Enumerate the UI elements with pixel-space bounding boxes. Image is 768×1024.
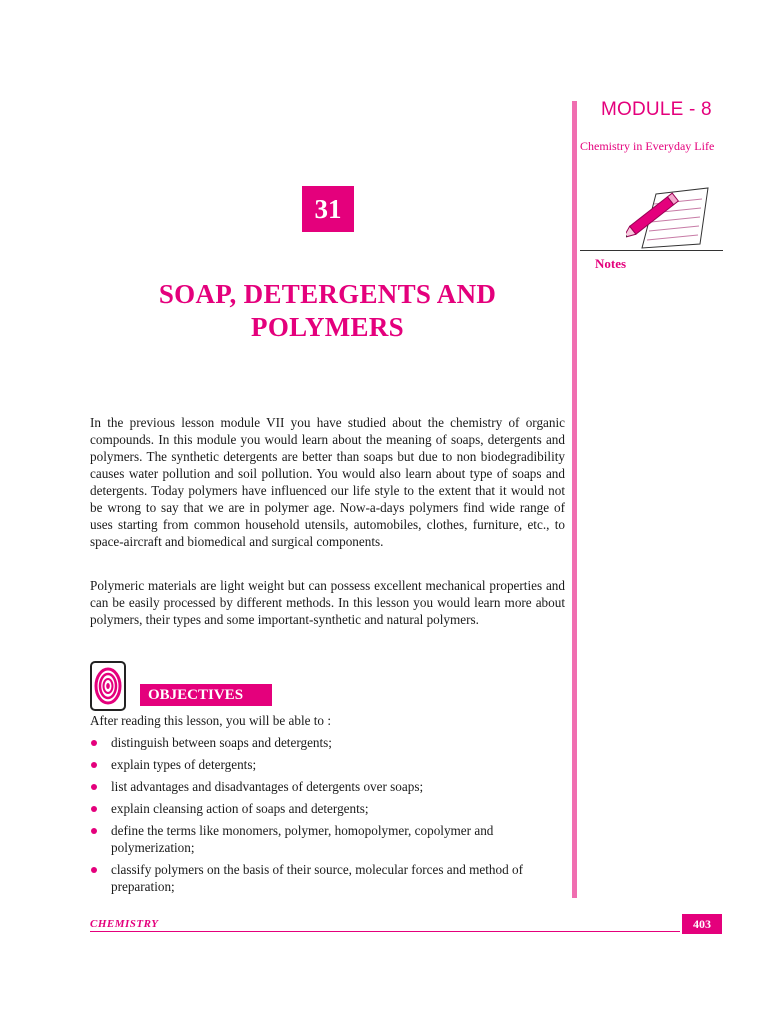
objectives-list	[90, 734, 565, 900]
notes-label: Notes	[595, 256, 627, 271]
notes-divider	[580, 250, 723, 251]
bullet-icon	[91, 806, 97, 812]
objectives-intro: After reading this lesson, you will be able to :	[90, 713, 331, 728]
bullet-icon	[91, 740, 97, 746]
bullet-icon	[91, 828, 97, 834]
list-item-text: distinguish between soaps and detergents;	[111, 735, 332, 750]
chapter-title-line-2: POLYMERS	[251, 312, 404, 342]
list-item	[90, 800, 565, 817]
list-item-text: explain types of detergents;	[111, 757, 257, 772]
chapter-number-badge: 31	[302, 186, 354, 232]
list-item-text: classify polymers on the basis of their source, molecular forces and method of preparation;	[111, 862, 523, 894]
list-item-text: define the terms like monomers, polymer, homopolymer, copolymer and polymerization;	[111, 823, 494, 855]
chapter-title	[90, 278, 565, 344]
module-label: MODULE - 8	[601, 99, 712, 120]
target-icon	[90, 661, 126, 711]
objectives-heading: OBJECTIVES	[140, 684, 272, 706]
list-item	[90, 861, 565, 895]
footer-subject: CHEMISTRY	[90, 918, 159, 930]
polymers-paragraph: Polymeric materials are light weight but can possess excellent mechanical properties and can be easily processed by different methods. In this lesson you would learn more about polymers, their types and some important-synthetic and natural polymers.	[90, 578, 565, 627]
bullet-icon	[91, 762, 97, 768]
bullet-icon	[91, 784, 97, 790]
pencil-notepad-icon	[626, 186, 712, 256]
module-subtitle: Chemistry in Everyday Life	[580, 139, 715, 153]
intro-paragraph: In the previous lesson module VII you have studied about the chemistry of organic compounds. In this module you would learn about the meaning of soaps, detergents and polymers. The synthetic detergents are better than soaps but due to non biodegradibility causes water pollution and soil pollution. You would also learn about type of soaps and detergents. Today polymers have influenced our life style to the extent that it would not be wrong to say that we are in polymer age. Now-a-days polymers find wide range of uses starting from common household utensils, automobiles, clothes, furniture, etc., to space-aircraft and biomedical and surgical components.	[90, 415, 565, 549]
margin-divider-bar	[572, 101, 577, 898]
list-item	[90, 734, 565, 751]
list-item	[90, 778, 565, 795]
list-item	[90, 822, 565, 856]
footer-rule	[90, 931, 680, 932]
list-item-text: list advantages and disadvantages of detergents over soaps;	[111, 779, 424, 794]
bullet-icon	[91, 867, 97, 873]
chapter-title-line-1: SOAP, DETERGENTS AND	[158, 279, 497, 309]
page-number: 403	[682, 914, 722, 934]
list-item-text: explain cleansing action of soaps and detergents;	[111, 801, 369, 816]
list-item	[90, 756, 565, 773]
